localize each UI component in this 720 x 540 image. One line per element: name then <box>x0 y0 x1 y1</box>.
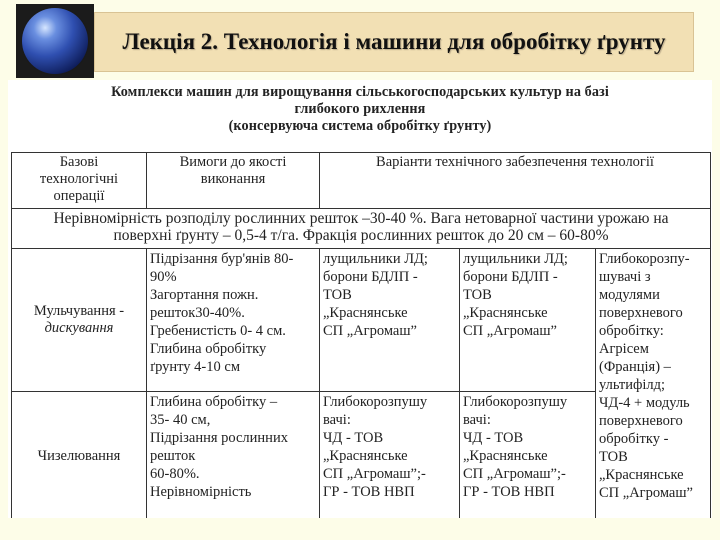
variant2-mulching: лущильники ЛД; борони БДЛП - ТОВ „Краснянське СП „Агромаш” <box>460 249 596 392</box>
residue-note: Нерівномірність розподілу рослинних решток –30-40 %. Вага нетоварної частини урожаю на поверхні ґрунту – 0,5-4 т/га. Фракція рослинних решток до 20 см – 60-80% <box>12 209 711 249</box>
document-heading <box>8 80 712 135</box>
scanned-document <box>8 80 712 518</box>
slide-header <box>0 0 720 80</box>
machines-table <box>11 152 711 518</box>
header-variants: Варіанти технічного забезпечення технології <box>320 153 711 209</box>
title-banner <box>94 12 694 72</box>
table-header-row <box>12 153 711 209</box>
variant3-deep-loosening: Глибокорозпу- шувачі з модулями поверхневого обробітку: Агрісем (Франція) – ультифілд; ЧД-4 + модуль поверхневого обробітку - ТОВ „Краснянське СП „Агромаш” <box>596 249 711 519</box>
variant1-mulching: лущильники ЛД; борони БДЛП - ТОВ „Краснянське СП „Агромаш” <box>320 249 460 392</box>
requirements-chiseling: Глибина обробітку – 35- 40 см, Підрізання рослинних решток 60-80%. Нерівномірність <box>147 392 320 519</box>
header-operations: Базові технологічні операції <box>12 153 147 209</box>
variant1-chiseling: Глибокорозпушу вачі: ЧД - ТОВ „Краснянське СП „Агромаш”;- ГР - ТОВ НВП <box>320 392 460 519</box>
globe-icon <box>22 8 88 74</box>
slide-title: Лекція 2. Технологія і машини для обробітку ґрунту <box>122 29 666 54</box>
operation-chiseling: Чизелювання <box>12 392 147 519</box>
heading-line: глибокого рихлення <box>294 101 426 117</box>
heading-line: (консервуюча система обробітку ґрунту) <box>228 118 492 134</box>
requirements-mulching: Підрізання бур'янів 80- 90% Загортання пожн. решток30-40%. Гребенистість 0- 4 см. Глибина обробітку ґрунту 4-10 см <box>147 249 320 392</box>
heading-line: Комплекси машин для вирощування сільськогосподарських культур на базі <box>111 84 609 100</box>
operation-mulching: Мульчування - дискування <box>12 249 147 392</box>
table-row <box>12 249 711 392</box>
slide-footer-band <box>0 518 720 540</box>
table-note-row <box>12 209 711 249</box>
variant2-chiseling: Глибокорозпушу вачі: ЧД - ТОВ „Краснянське СП „Агромаш”;- ГР - ТОВ НВП <box>460 392 596 519</box>
header-requirements: Вимоги до якості виконання <box>147 153 320 209</box>
